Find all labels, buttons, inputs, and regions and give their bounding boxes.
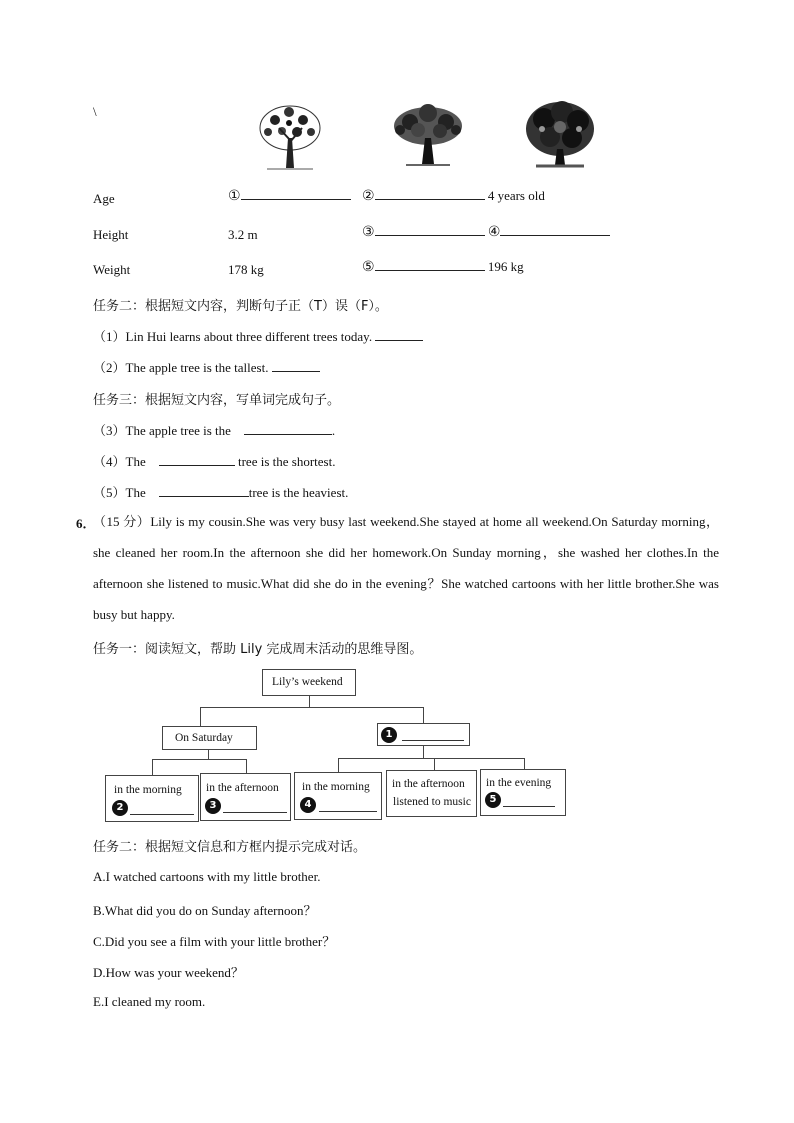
mindmap-label: in the afternoon <box>206 782 279 794</box>
mindmap-blank-1[interactable] <box>377 723 470 746</box>
task3-heading: 任务三：根据短文内容，写单词完成句子。 <box>93 393 341 408</box>
stray-backslash: \ <box>93 104 97 119</box>
tree-icon <box>522 99 598 171</box>
answer-blank[interactable] <box>375 270 485 271</box>
connector <box>246 759 247 773</box>
number-badge: 3 <box>205 798 221 814</box>
question-1 <box>93 326 423 345</box>
connector <box>524 758 525 769</box>
answer-blank[interactable] <box>375 235 485 236</box>
connector <box>338 758 339 772</box>
number-badge: 2 <box>112 800 128 816</box>
connector <box>338 758 524 759</box>
blank-number: ② <box>362 188 375 204</box>
number-badge: 5 <box>485 792 501 808</box>
question-text: tree is the shortest. <box>237 454 336 469</box>
question-text: The <box>125 485 146 500</box>
height-value-1: 3.2 m <box>228 227 258 242</box>
answer-blank[interactable] <box>159 496 249 497</box>
row-weight-label: Weight <box>93 262 131 277</box>
question-number: （3） <box>93 423 126 438</box>
mindmap-label: in the morning <box>114 784 182 796</box>
mindmap-label: Lily’s weekend <box>272 676 343 688</box>
tree-icon <box>388 100 468 170</box>
connector <box>152 759 246 760</box>
mindmap-sun-evening <box>480 769 566 816</box>
question-text: The apple tree is the tallest. <box>125 360 269 375</box>
answer-blank[interactable] <box>500 235 610 236</box>
tree-icon <box>255 98 325 174</box>
answer-blank[interactable] <box>241 199 351 200</box>
answer-blank[interactable] <box>503 806 555 807</box>
mindmap-sat-morning <box>105 775 199 822</box>
question-6-passage <box>93 506 719 630</box>
blank-number: ③ <box>362 224 375 240</box>
question-5 <box>93 482 348 501</box>
question-4 <box>93 451 335 470</box>
mindmap-label: in the afternoon <box>392 778 465 790</box>
number-badge: 4 <box>300 797 316 813</box>
connector <box>200 707 423 708</box>
mindmap-label: listened to music <box>393 796 471 808</box>
option-a: A.I watched cartoons with my little brother. <box>93 869 321 884</box>
question-text: The <box>125 454 146 469</box>
question-text: The apple tree is the <box>125 423 231 438</box>
answer-blank[interactable] <box>375 340 423 341</box>
age-blank-1 <box>228 188 351 204</box>
mindmap-sun-morning <box>294 772 382 820</box>
connector <box>200 707 201 726</box>
option-c: C.Did you see a film with your little brother？ <box>93 934 336 949</box>
row-height-label: Height <box>93 227 129 242</box>
connector <box>152 759 153 775</box>
points: （15 分） <box>93 514 151 529</box>
question-number: （2） <box>93 360 126 375</box>
height-blank-3 <box>362 224 610 240</box>
blank-number: ① <box>228 188 241 204</box>
answer-blank[interactable] <box>130 814 194 815</box>
connector <box>423 707 424 723</box>
weight-blank-5 <box>362 259 524 275</box>
mindmap-sun-afternoon <box>386 770 477 817</box>
weight-value-1: 178 kg <box>228 262 264 277</box>
question-6-number: 6． <box>76 516 96 531</box>
row-age-label: Age <box>93 191 115 206</box>
age-value-3: 4 years old <box>487 188 545 203</box>
task1-heading: 任务一：阅读短文，帮助 Lily 完成周末活动的思维导图。 <box>93 642 423 657</box>
question-text: Lin Hui learns about three different trees today. <box>125 329 373 344</box>
question-number: （5） <box>93 485 126 500</box>
answer-blank <box>402 740 464 741</box>
answer-blank[interactable] <box>244 434 332 435</box>
weight-value-3: 196 kg <box>487 259 524 274</box>
answer-blank[interactable] <box>375 199 485 200</box>
question-text: . <box>331 423 336 438</box>
mindmap-label: in the evening <box>486 777 552 789</box>
answer-blank[interactable] <box>272 371 320 372</box>
mindmap-root <box>262 669 356 696</box>
mindmap-saturday <box>162 726 257 750</box>
option-d: D.How was your weekend？ <box>93 965 244 980</box>
mindmap-sat-afternoon <box>200 773 291 821</box>
answer-blank[interactable] <box>223 812 287 813</box>
age-blank-2 <box>362 188 545 204</box>
question-text: tree is the heaviest. <box>248 485 349 500</box>
question-number: （1） <box>93 329 126 344</box>
task2-heading: 任务二：根据短文内容，判断句子正（T）误（F）。 <box>93 299 388 314</box>
q6-task2-heading: 任务二：根据短文信息和方框内提示完成对话。 <box>93 840 367 855</box>
question-2 <box>93 357 320 376</box>
option-b: B.What did you do on Sunday afternoon？ <box>93 903 317 918</box>
question-3 <box>93 420 335 439</box>
mindmap-label: On Saturday <box>175 732 233 744</box>
blank-number: ④ <box>487 224 501 240</box>
option-e: E.I cleaned my room. <box>93 994 206 1009</box>
number-badge: 1 <box>381 727 397 743</box>
connector <box>434 758 435 770</box>
answer-blank[interactable] <box>159 465 235 466</box>
question-number: （4） <box>93 454 126 469</box>
mindmap-label: in the morning <box>302 781 370 793</box>
blank-number: ⑤ <box>362 259 375 275</box>
passage-text: Lily is my cousin.She was very busy last weekend.She stayed at home all weekend.On Saturday morning，she cleaned her room.In the afternoon she did her homework.On Sunday morning，she washed her clothes.In the afternoon she listened to music.What did she do in the evening？She watched cartoons with her little brother.She was busy but happy. <box>93 514 719 622</box>
answer-blank[interactable] <box>319 811 377 812</box>
